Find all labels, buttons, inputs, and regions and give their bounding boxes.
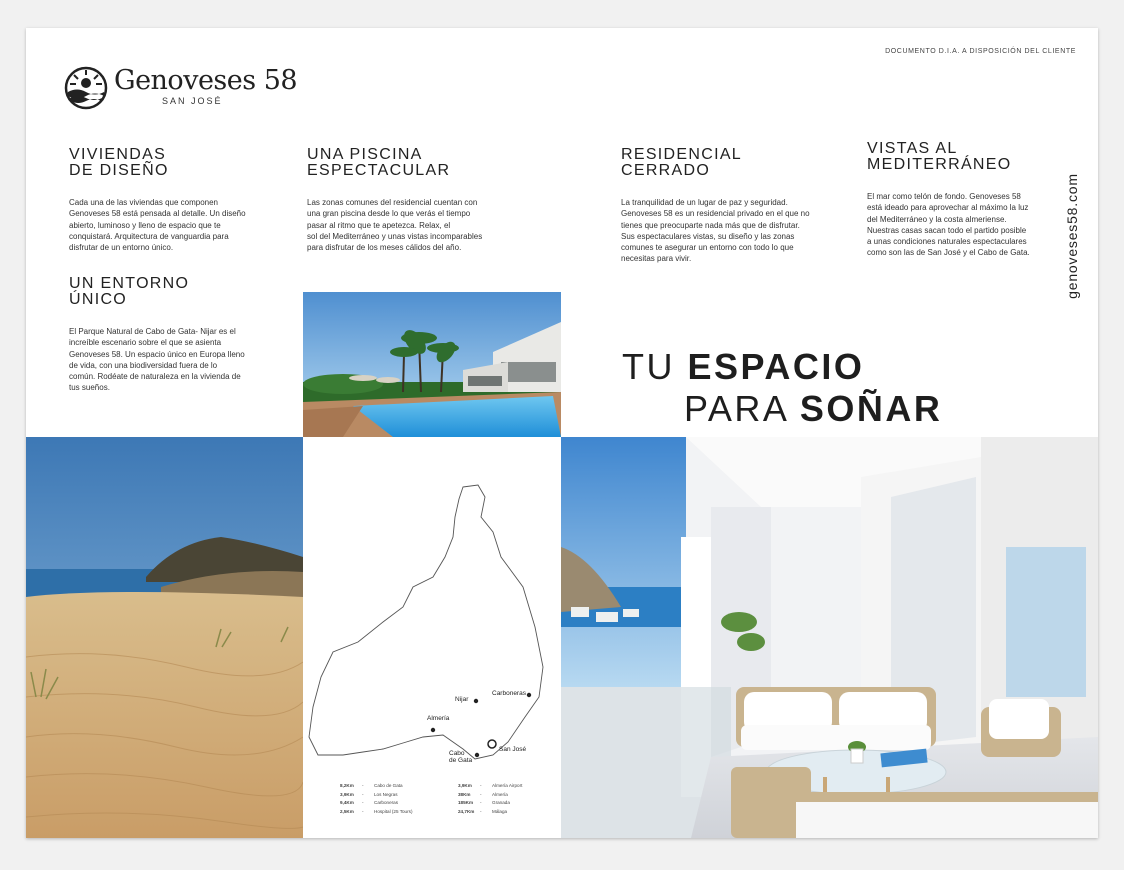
pool-photo [303,292,561,437]
tagline [622,346,942,430]
legend-km: 185Km [458,800,474,805]
brand-subtitle: SAN JOSÉ [162,96,223,106]
section-body [307,197,507,253]
body-line: comunes te asegurar un entorno con todo lo que [621,243,794,253]
body-line: Genoveses 58 está pensada al detalle. Un diseño [69,209,246,219]
body-line: El Parque Natural de Cabo de Gata- Nijar es el [69,327,236,336]
body-line: Sus espectaculares vistas, su diseño y las zonas [621,231,795,241]
body-line: disfrutar de un entorno único. [69,243,174,253]
body-line: tienes que preocuparte nada más que de disfrutar. [621,220,800,230]
section-title [69,147,259,179]
section-title [621,147,826,179]
legend-row: 3,9Km - Almería Airport [458,782,522,791]
body-line: El mar como telón de fondo. Genoveses 58 [867,192,1021,201]
body-line: sol del Mediterráneo y unas vistas incomparables [307,231,483,241]
location-map [303,437,561,838]
tagline-light: TU [622,346,675,387]
legend-km: 3,9Km [340,791,354,797]
body-line: pasar al ritmo que te apetezca. Relax, el [307,220,451,230]
brand-logo [64,66,297,110]
section-body [69,326,269,394]
body-line: está ideado para aprovechar al máximo la luz [867,203,1029,213]
legend-row: 8,2Km - Cabo de Gata [340,782,412,791]
map-label-cabo-de-gata [449,750,472,764]
section-body [69,197,259,253]
map-label-carboneras: Carboneras [492,690,526,697]
website-url[interactable]: genoveses58.com [1064,173,1080,299]
website-vertical [1062,168,1082,308]
body-line: Genoveses 58. Un espacio único en Europa lleno [69,349,245,359]
legend-place: Hospital (25 Tours) [374,808,413,814]
body-line: La tranquilidad de un lugar de paz y seguridad. [621,198,788,207]
sun-wave-logo-icon [64,66,108,110]
brand-name: Genoveses 58 [114,65,298,96]
tagline-light: PARA [684,388,788,429]
section-body [867,191,1047,259]
distance-legend-left [340,782,412,816]
tagline-line-1 [622,346,942,388]
section-title [867,141,1047,173]
tagline-bold: SOÑAR [799,388,943,429]
section-residencial [621,147,826,265]
body-line: del Mediterráneo y la costa almeriense. [867,214,1007,224]
title-line-1: RESIDENCIAL [621,146,742,163]
title-line-1: VIVIENDAS [69,146,167,163]
legend-row: 38Km - Almería [458,791,522,800]
body-line: común. Rodéate de naturaleza en la vivienda de [69,372,241,382]
section-entorno [69,276,269,394]
title-line-2: MEDITERRÁNEO [867,156,1012,173]
legend-place: Granada [492,800,510,805]
legend-row: 9,4Km - Carboneras [340,799,412,808]
body-line: Las zonas comunes del residencial cuentan con [307,198,478,207]
section-vistas [867,141,1047,259]
title-line-1: VISTAS AL [867,140,958,157]
body-line: Cada una de las viviendas que componen [69,198,218,207]
cabo-line-2: de Gata [449,757,473,764]
distance-legend-right [458,782,522,816]
body-line: abierto, luminoso y lleno de espacio que te [69,220,221,230]
legend-place: Cabo de Gata [374,783,403,788]
section-piscina [307,147,507,253]
body-line: necesitas para vivir. [621,254,692,264]
legend-row: 185Km - Granada [458,799,522,808]
body-line: a unas condiciones naturales espectaculares [867,237,1027,247]
legend-row: 3,9Km - Los Negras [340,791,412,800]
map-label-nijar: Nijar [455,696,469,703]
legend-place: Almería Airport [492,783,523,788]
legend-place: Almería [492,791,508,797]
title-line-2: ESPECTACULAR [307,162,451,179]
title-line-2: CERRADO [621,162,711,179]
body-line: tus sueños. [69,383,110,393]
legend-place: Los Negras [374,791,398,797]
body-line: Nuestras casas sacan todo el partido posible [867,225,1027,235]
legend-row: 24,7Km - Málaga [458,808,522,817]
legend-km: 38Km [458,791,471,797]
body-line: de vida, con una biodiversidad fuera de lo [69,360,218,370]
legend-km: 8,2Km [340,783,354,788]
legend-km: 24,7Km [458,808,475,814]
title-line-2: ÚNICO [69,291,128,308]
legend-row: 2,5Km - Hospital (25 Tours) [340,808,412,817]
title-line-1: UNA PISCINA [307,146,423,163]
legend-km: 9,4Km [340,800,354,805]
brochure-page [26,28,1098,838]
legend-place: Carboneras [374,800,399,805]
map-label-san-jose: San José [499,746,527,753]
body-line: conquistará. Arquitectura de vanguardia para [69,231,229,241]
section-viviendas [69,147,259,253]
legend-place: Málaga [492,808,508,814]
body-line: como son las de San José y el Cabo de Gata. [867,248,1030,258]
terrace-photo [561,437,1098,838]
legend-km: 3,9Km [458,783,472,788]
body-line: increíble escenario sobre el que se asienta [69,338,222,348]
tagline-bold: ESPACIO [687,346,865,387]
section-body [621,197,826,265]
disclosure-notice: DOCUMENTO D.I.A. A DISPOSICIÓN DEL CLIENTE [885,48,1076,55]
tagline-line-2 [684,388,942,430]
body-line: para disfrutar de los meses cálidos del año. [307,243,462,253]
title-line-2: DE DISEÑO [69,162,169,179]
beach-photo [26,437,303,838]
body-line: Genoveses 58 es un residencial privado en el que no [621,209,810,219]
section-title [69,276,269,308]
body-line: una gran piscina desde lo que verás el tiempo [307,209,471,219]
section-title [307,147,507,179]
cabo-line-1: Cabo [449,750,465,757]
legend-km: 2,5Km [340,808,354,814]
map-label-almeria: Almería [427,715,450,722]
title-line-1: UN ENTORNO [69,275,190,292]
